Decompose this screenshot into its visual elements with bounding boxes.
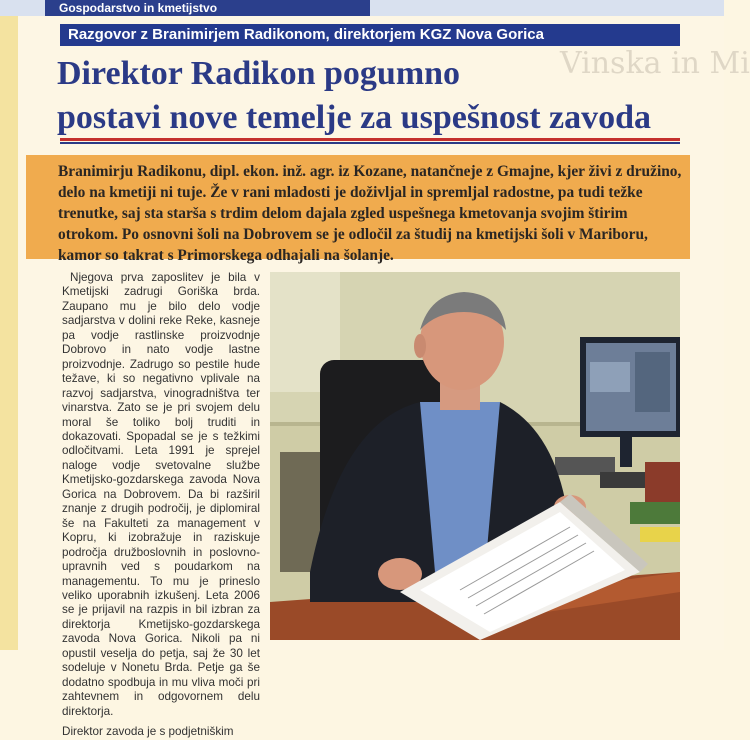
body-column [62, 271, 260, 739]
section-label: Gospodarstvo in kmetijstvo [45, 0, 370, 16]
director-photo [270, 272, 680, 640]
body-paragraph-next: Direktor zavoda je s podjetniškim [62, 725, 234, 739]
headline-rule-red [60, 138, 680, 141]
headline-line-2: postavi nove temelje za uspešnost zavoda [57, 99, 652, 136]
office-photo-illustration [270, 272, 680, 640]
show-through-text: Vinska in Mi [560, 46, 750, 81]
page-edge-band [0, 16, 18, 650]
interview-kicker: Razgovor z Branimirjem Radikonom, direktorjem KGZ Nova Gorica [60, 24, 680, 46]
lead-text: Branimirju Radikonu, dipl. ekon. inž. agr. iz Kozane, natančneje z Gmajne, kjer živi z družino, delo na kmetiji ni tuje. Že v rani mladosti je doživljal in spremljal radostne, pa tudi težke trenutke, saj sta starša s trdim delom dajala zgled uspešnega kmetovanja svojim štirim otrokom. Po osnovni šoli na Dobrovem se je odločil za študij na kmetijski šoli v Mariboru, kamor so takrat s Primorskega odhajali na šolanje. [58, 163, 682, 264]
body-paragraph: Njegova prva zaposlitev je bila v Kmetijski zadrugi Goriška brda. Zaupano mu je bilo delo vodje sadjarstva v dolini reke Reke, kasneje pa vodje rastlinske proizvodnje Dobrovo in nato vodje lastne proizvodnje. Zadrugo so pestile hude težave, ki so negativno vplivale na razvoj sadjarstva, vinogradništva ter vinarstva. Zato se je pri svojem delu moral še toliko bolj truditi in dokazovati. Spopadal se je s težkimi odločitvami. Leta 1991 je sprejel naloge vodje svetovalne službe Kmetijsko-gozdarskega zavoda Nova Gorica na Dobrovem. Da bi razširil znanje z drugih področij, je diplomiral še na Fakulteti za management v Kopru, ki izobražuje in raziskuje področja družboslovnih in poslovno-upravnih ved s poudarkom na managementu. To mu je prineslo veliko uporabnih izkušenj. Leta 2006 se je prijavil na razpis in bil izbran za direktorja Kmetijsko-gozdarskega zavoda Nova Gorica. Nikoli pa ni opustil veselja do petja, saj že 30 let sodeluje v Nonetu Brda. Petje ga še dodatno spodbuja in mu vliva moči pri zahtevnem in odgovornem delu direktorja. [62, 271, 260, 718]
article-headline [57, 52, 697, 140]
headline-rule-blue [60, 142, 680, 144]
lead-paragraph-box [26, 155, 690, 264]
headline-line-1: Direktor Radikon pogumno [57, 55, 461, 92]
